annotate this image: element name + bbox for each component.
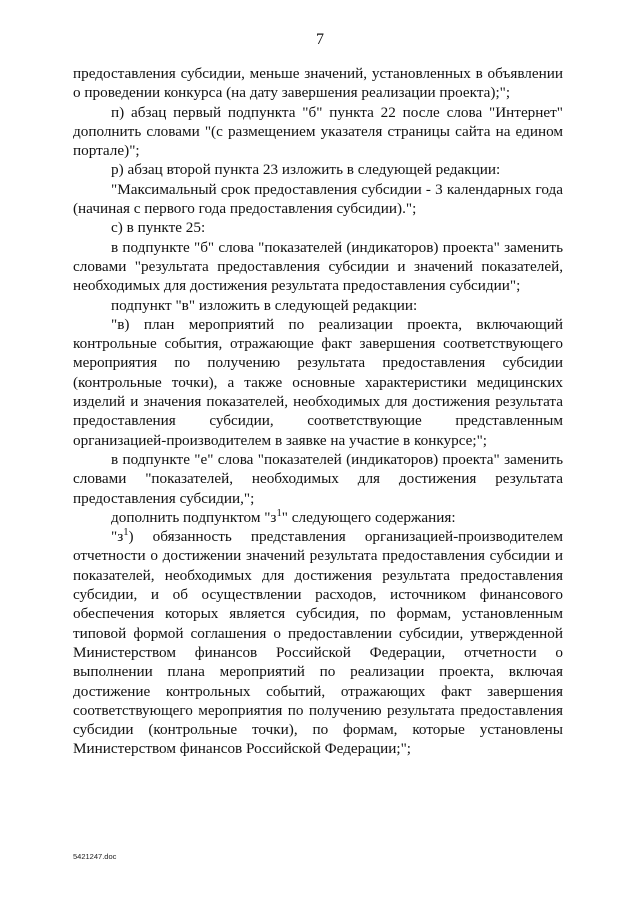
document-body: [73, 64, 563, 759]
paragraph-subitem-e: в подпункте "е" слова "показателей (индикаторов) проекта" заменить словами "показателей, необходимых для достижения результата предоставления субсидии,";: [73, 450, 563, 507]
superscript: 1: [123, 527, 129, 539]
paragraph-subitem-z1-text: [73, 527, 563, 759]
text-segment: дополнить подпунктом "з: [111, 508, 277, 526]
paragraph-add-subitem: [73, 508, 563, 527]
text-segment: " следующего содержания:: [281, 508, 456, 526]
paragraph-continuation: предоставления субсидии, меньше значений, установленных в объявлении о проведении конкурса (на дату завершения реализации проекта);";: [73, 65, 563, 102]
paragraph-subitem-v-intro: подпункт "в" изложить в следующей редакции:: [111, 296, 418, 314]
document-file-code: 5421247.doc: [73, 852, 117, 861]
text-segment: ) обязанность представления организацией-производителем отчетности о достижении значений результата предоставления субсидии и показателей, необходимых для достижения результата предоставления субсидии, и об осуществлении расходов, источником финансового обеспечения которых является субсидия, по формам, установленным типовой формой соглашения о предоставлении субсидии, утвержденной Министерством финансов Российской Федерации, отчетности о выполнении плана мероприятий по реализации проекта, включая достижение контрольных событий, отражающих факт завершения соответствующего мероприятия по получению результата предоставления субсидии (контрольные точки), по формам, которые установлены Министерством финансов Российской Федерации;";: [73, 528, 563, 758]
text-segment: "з: [111, 528, 124, 546]
paragraph-item-r: р) абзац второй пункта 23 изложить в следующей редакции:: [111, 161, 501, 179]
superscript: 1: [276, 507, 282, 519]
paragraph-quote-term: "Максимальный срок предоставления субсидии - 3 календарных года (начиная с первого года предоставления субсидии).";: [73, 180, 563, 218]
page-number: 7: [316, 31, 324, 48]
paragraph-subitem-v-text: "в) план мероприятий по реализации проекта, включающий контрольные события, отражающие факт завершения соответствующего мероприятия по получению результата предоставления субсидии (контрольные точки), а также основные характеристики медицинских изделий и значения показателей, необходимых для достижения результата предоставления субсидии, соответствующие представленным организацией-производителем в заявке на участие в конкурсе;";: [73, 315, 563, 449]
paragraph-item-p: п) абзац первый подпункта "б" пункта 22 после слова "Интернет" дополнить словами "(с размещением указателя страницы сайта на едином портале)";: [73, 103, 563, 160]
paragraph-subitem-b: в подпункте "б" слова "показателей (индикаторов) проекта" заменить словами "результата предоставления субсидии и значений показателей, необходимых для достижения результата предоставления субсидии";: [73, 238, 563, 295]
paragraph-item-s: с) в пункте 25:: [111, 219, 206, 237]
